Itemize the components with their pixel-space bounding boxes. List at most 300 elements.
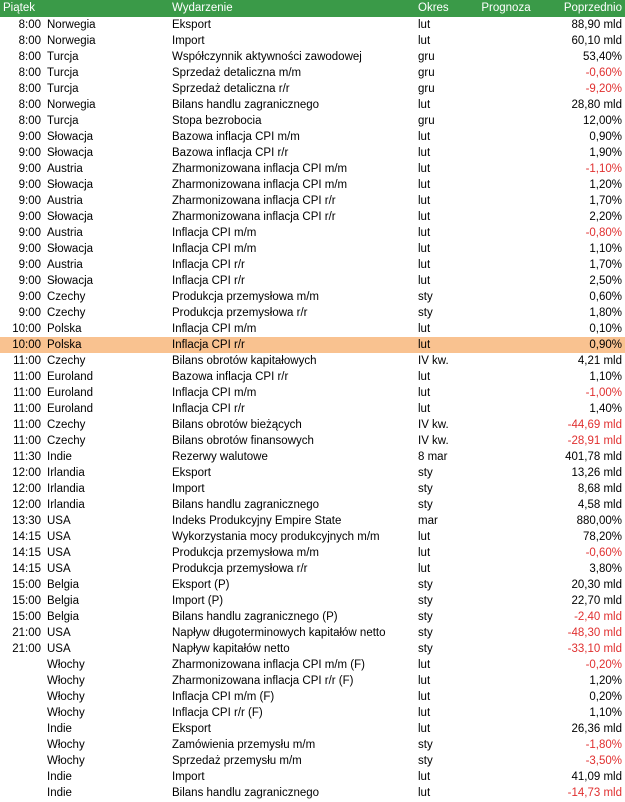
row-time: 9:00 [18, 131, 41, 143]
table-row [0, 417, 625, 433]
table-row [0, 17, 625, 33]
row-event: Inflacja CPI r/r [169, 337, 415, 353]
row-event: Zharmonizowana inflacja CPI r/r (F) [172, 675, 354, 687]
row-country: Słowacja [47, 243, 94, 255]
row-time: 9:00 [18, 307, 41, 319]
row-forecast [471, 97, 541, 113]
table-row [0, 193, 625, 209]
row-period: gru [418, 51, 435, 63]
row-time: 8:00 [18, 115, 41, 127]
row-event: Eksport [172, 467, 211, 479]
row-period: lut [418, 259, 431, 271]
row-previous: 401,78 mld [565, 451, 622, 463]
header-day: Piątek [3, 2, 35, 14]
row-forecast [471, 641, 541, 657]
table-row [0, 529, 625, 545]
row-time: 13:30 [12, 515, 41, 527]
row-time: 11:00 [13, 419, 41, 431]
table-row [0, 449, 625, 465]
row-previous: 8,68 mld [577, 483, 622, 495]
row-forecast [471, 273, 541, 289]
table-row [0, 225, 625, 241]
row-event: Napływ długoterminowych kapitałów netto [172, 627, 386, 639]
row-event: Inflacja CPI m/m [172, 227, 257, 239]
row-country: Włochy [47, 739, 85, 751]
table-row [0, 657, 625, 673]
row-event: Zamówienia przemysłu m/m [172, 739, 316, 751]
table-row [0, 641, 625, 657]
row-forecast [471, 657, 541, 673]
row-period: lut [418, 387, 431, 399]
row-period: lut [418, 195, 431, 207]
row-previous: 1,10% [589, 707, 622, 719]
table-row [0, 353, 625, 369]
row-time: 9:00 [18, 147, 41, 159]
table-row [0, 113, 625, 129]
row-period: lut [418, 131, 431, 143]
row-time: 9:00 [18, 275, 41, 287]
table-row [0, 609, 625, 625]
row-time [0, 785, 44, 801]
row-previous: 2,20% [589, 211, 622, 223]
row-event: Zharmonizowana inflacja CPI m/m (F) [172, 659, 365, 671]
row-country: Norwegia [47, 35, 96, 47]
row-period: mar [418, 515, 438, 527]
row-time: 11:00 [13, 435, 41, 447]
row-country: Norwegia [47, 99, 96, 111]
row-forecast [471, 353, 541, 369]
row-period: lut [418, 227, 431, 239]
row-time: 14:15 [12, 531, 41, 543]
row-country: Indie [47, 787, 72, 799]
row-forecast [471, 401, 541, 417]
row-forecast [471, 257, 541, 273]
row-period: gru [418, 83, 435, 95]
row-previous: 53,40% [582, 51, 622, 63]
row-country: Słowacja [47, 275, 94, 287]
row-time [0, 721, 44, 737]
row-previous: -28,91 mld [567, 435, 622, 447]
row-forecast [471, 705, 541, 721]
table-row [0, 481, 625, 497]
row-forecast [471, 769, 541, 785]
row-time: 9:00 [18, 227, 41, 239]
table-row [0, 721, 625, 737]
table-row [0, 65, 625, 81]
table-row [0, 81, 625, 97]
table-row [0, 737, 625, 753]
row-event: Import (P) [172, 595, 224, 607]
row-event: Produkcja przemysłowa m/m [172, 547, 319, 559]
row-forecast [471, 577, 541, 593]
table-row [0, 785, 625, 801]
row-event: Produkcja przemysłowa m/m [172, 291, 319, 303]
row-forecast [471, 545, 541, 561]
table-row [0, 257, 625, 273]
row-period: lut [418, 771, 431, 783]
row-event: Stopa bezrobocia [172, 115, 262, 127]
row-forecast [471, 289, 541, 305]
row-previous: 1,10% [589, 371, 622, 383]
row-country: USA [47, 547, 71, 559]
row-time: 21:00 [12, 643, 41, 655]
table-row [0, 49, 625, 65]
row-forecast [471, 481, 541, 497]
row-country: Słowacja [47, 211, 94, 223]
table-row [0, 673, 625, 689]
row-period: lut [418, 723, 431, 735]
row-country: Czechy [47, 355, 86, 367]
row-event: Inflacja CPI m/m [172, 323, 257, 335]
row-previous: 0,20% [589, 691, 622, 703]
row-time: 8:00 [18, 19, 41, 31]
row-period: sty [418, 755, 433, 767]
row-previous: -0,60% [585, 547, 622, 559]
row-time [0, 737, 44, 753]
row-previous: 60,10 mld [571, 35, 622, 47]
row-event: Eksport (P) [172, 579, 230, 591]
row-period: sty [418, 483, 433, 495]
header-forecast: Prognoza [481, 2, 531, 14]
row-previous: 1,20% [589, 179, 622, 191]
row-event: Import [172, 483, 205, 495]
row-country: Turcja [47, 83, 79, 95]
row-time [0, 753, 44, 769]
row-country: Belgia [47, 595, 79, 607]
row-time: 9:00 [18, 211, 41, 223]
row-time: 9:00 [18, 259, 41, 271]
row-event: Bazowa inflacja CPI r/r [172, 147, 289, 159]
row-event: Indeks Produkcyjny Empire State [172, 515, 342, 527]
row-previous: -1,10% [585, 163, 622, 175]
row-time: 14:15 [12, 563, 41, 575]
row-forecast [471, 465, 541, 481]
row-event: Rezerwy walutowe [172, 451, 268, 463]
row-period: lut [418, 563, 431, 575]
row-time: 21:00 [12, 627, 41, 639]
row-event: Eksport [172, 723, 211, 735]
table-row [0, 593, 625, 609]
row-time: 15:00 [12, 579, 41, 591]
header-event: Wydarzenie [172, 2, 233, 14]
row-country: Turcja [47, 115, 79, 127]
row-period: gru [418, 67, 435, 79]
row-time: 10:00 [0, 337, 44, 353]
row-period: lut [418, 403, 431, 415]
row-country: Euroland [47, 371, 94, 383]
row-forecast [471, 497, 541, 513]
table-body [0, 17, 625, 801]
row-forecast [471, 737, 541, 753]
row-previous: -14,73 mld [567, 787, 622, 799]
row-forecast [471, 145, 541, 161]
row-period: IV kw. [418, 419, 449, 431]
row-forecast [471, 673, 541, 689]
row-previous: 20,30 mld [571, 579, 622, 591]
row-country: Belgia [47, 579, 79, 591]
row-time: 15:00 [12, 611, 41, 623]
row-country: Czechy [47, 419, 86, 431]
row-time: 10:00 [12, 323, 41, 335]
row-country: Turcja [47, 67, 79, 79]
table-row [0, 97, 625, 113]
row-period: sty [418, 579, 433, 591]
row-forecast [471, 417, 541, 433]
row-period: lut [418, 163, 431, 175]
row-event: Inflacja CPI r/r [172, 403, 245, 415]
row-period: lut [418, 787, 431, 799]
table-row [0, 209, 625, 225]
row-previous: -2,40 mld [574, 611, 622, 623]
row-event: Sprzedaż detaliczna r/r [172, 83, 290, 95]
header-previous: Poprzednio [563, 2, 622, 14]
row-time: 9:00 [18, 179, 41, 191]
row-previous: 3,80% [589, 563, 622, 575]
row-event: Bilans obrotów bieżących [172, 419, 302, 431]
row-period: gru [418, 115, 435, 127]
row-event: Sprzedaż przemysłu m/m [172, 755, 302, 767]
table-row [0, 273, 625, 289]
row-country: USA [47, 627, 71, 639]
row-previous: 26,36 mld [571, 723, 622, 735]
row-previous: 78,20% [582, 531, 622, 543]
row-country: Austria [47, 163, 83, 175]
row-time: 11:30 [13, 451, 41, 463]
table-row [0, 337, 625, 353]
row-country: Indie [47, 723, 72, 735]
row-period: lut [415, 337, 471, 353]
row-forecast [471, 369, 541, 385]
row-country: Turcja [47, 51, 79, 63]
row-time: 9:00 [18, 163, 41, 175]
row-forecast [471, 689, 541, 705]
row-previous: 28,80 mld [571, 99, 622, 111]
table-row [0, 385, 625, 401]
row-country: Włochy [47, 755, 85, 767]
row-country: Indie [47, 771, 72, 783]
row-forecast [471, 513, 541, 529]
row-period: 8 mar [418, 451, 448, 463]
row-period: lut [418, 691, 431, 703]
row-previous: -44,69 mld [567, 419, 622, 431]
table-row [0, 705, 625, 721]
row-period: sty [418, 611, 433, 623]
table-row [0, 625, 625, 641]
row-event: Bazowa inflacja CPI r/r [172, 371, 289, 383]
row-forecast [471, 385, 541, 401]
row-time: 9:00 [18, 195, 41, 207]
row-time: 12:00 [12, 499, 41, 511]
row-event: Bilans handlu zagranicznego [172, 787, 320, 799]
row-previous: -0,80% [585, 227, 622, 239]
row-period: sty [418, 499, 433, 511]
row-event: Zharmonizowana inflacja CPI m/m [172, 163, 348, 175]
row-event: Zharmonizowana inflacja CPI m/m [172, 179, 348, 191]
row-country: Euroland [47, 387, 94, 399]
row-previous: 0,90% [589, 131, 622, 143]
row-period: lut [418, 659, 431, 671]
row-period: lut [418, 35, 431, 47]
row-forecast [471, 593, 541, 609]
row-time: 11:00 [13, 387, 41, 399]
row-previous: -1,00% [585, 387, 622, 399]
row-event: Napływ kapitałów netto [172, 643, 290, 655]
row-previous: 2,50% [589, 275, 622, 287]
row-country: Włochy [47, 659, 85, 671]
row-previous: -48,30 mld [567, 627, 622, 639]
row-country: Słowacja [47, 147, 94, 159]
row-time: 9:00 [18, 243, 41, 255]
header-period: Okres [418, 2, 449, 14]
row-country: Austria [47, 259, 83, 271]
table-row [0, 769, 625, 785]
row-time [0, 673, 44, 689]
row-event: Bilans obrotów finansowych [172, 435, 314, 447]
row-time: 11:00 [13, 371, 41, 383]
row-previous: 4,21 mld [577, 355, 622, 367]
row-forecast [471, 161, 541, 177]
row-event: Bazowa inflacja CPI m/m [172, 131, 300, 143]
table-row [0, 753, 625, 769]
row-time [0, 657, 44, 673]
row-forecast [471, 321, 541, 337]
row-country: Włochy [47, 707, 85, 719]
row-time: 8:00 [18, 35, 41, 47]
row-forecast [471, 609, 541, 625]
row-time: 8:00 [18, 67, 41, 79]
row-period: lut [418, 323, 431, 335]
row-event: Produkcja przemysłowa r/r [172, 563, 308, 575]
row-country: Włochy [47, 675, 85, 687]
row-country: Austria [47, 227, 83, 239]
row-time [0, 705, 44, 721]
row-previous: 1,70% [589, 259, 622, 271]
row-event: Wykorzystania mocy produkcyjnych m/m [172, 531, 380, 543]
row-country: Irlandia [47, 499, 85, 511]
row-period: lut [418, 675, 431, 687]
row-event: Produkcja przemysłowa r/r [172, 307, 308, 319]
row-forecast [471, 193, 541, 209]
table-row [0, 401, 625, 417]
row-event: Eksport [172, 19, 211, 31]
row-previous: -33,10 mld [567, 643, 622, 655]
row-previous: 1,10% [589, 243, 622, 255]
row-forecast [471, 241, 541, 257]
row-country: Polska [47, 323, 82, 335]
row-time: 8:00 [18, 51, 41, 63]
row-period: sty [418, 627, 433, 639]
row-previous: -0,20% [585, 659, 622, 671]
row-forecast [471, 129, 541, 145]
row-period: lut [418, 547, 431, 559]
table-row [0, 289, 625, 305]
row-country: Austria [47, 195, 83, 207]
table-row [0, 689, 625, 705]
table-row [0, 177, 625, 193]
row-event: Bilans handlu zagranicznego (P) [172, 611, 338, 623]
table-row [0, 497, 625, 513]
row-country: Czechy [47, 435, 86, 447]
row-event: Inflacja CPI r/r [172, 259, 245, 271]
row-forecast [471, 785, 541, 801]
row-event: Inflacja CPI m/m [172, 243, 257, 255]
row-country: Euroland [47, 403, 94, 415]
row-period: lut [418, 211, 431, 223]
row-period: lut [418, 179, 431, 191]
row-previous: -3,50% [585, 755, 622, 767]
row-period: lut [418, 531, 431, 543]
row-period: sty [418, 643, 433, 655]
row-period: sty [418, 739, 433, 751]
row-previous: 880,00% [576, 515, 622, 527]
row-event: Inflacja CPI r/r [172, 275, 245, 287]
row-event: Bilans handlu zagranicznego [172, 499, 320, 511]
row-forecast [471, 625, 541, 641]
row-country: Czechy [47, 307, 86, 319]
row-period: lut [418, 99, 431, 111]
row-previous: 0,90% [541, 337, 625, 353]
table-row [0, 465, 625, 481]
row-country: Indie [47, 451, 72, 463]
table-row [0, 577, 625, 593]
table-row [0, 241, 625, 257]
row-country: Słowacja [47, 131, 94, 143]
row-previous: 88,90 mld [571, 19, 622, 31]
row-time: 12:00 [12, 467, 41, 479]
row-country: Słowacja [47, 179, 94, 191]
row-previous: 0,10% [589, 323, 622, 335]
row-forecast [471, 529, 541, 545]
row-country: Norwegia [47, 19, 96, 31]
row-period: sty [418, 307, 433, 319]
row-country: Polska [44, 337, 169, 353]
row-period: sty [418, 595, 433, 607]
row-previous: -9,20% [585, 83, 622, 95]
row-previous: 22,70 mld [571, 595, 622, 607]
row-previous: 1,90% [589, 147, 622, 159]
row-forecast [471, 433, 541, 449]
row-event: Współczynnik aktywności zawodowej [172, 51, 362, 63]
row-forecast [471, 17, 541, 33]
row-time [0, 689, 44, 705]
row-time: 11:00 [13, 403, 41, 415]
table-row [0, 369, 625, 385]
row-event: Zharmonizowana inflacja CPI r/r [172, 211, 336, 223]
row-country: Belgia [47, 611, 79, 623]
row-period: IV kw. [418, 355, 449, 367]
row-previous: 12,00% [582, 115, 622, 127]
row-event: Inflacja CPI r/r (F) [172, 707, 263, 719]
row-country: Irlandia [47, 483, 85, 495]
table-row [0, 561, 625, 577]
row-period: lut [418, 275, 431, 287]
table-row [0, 305, 625, 321]
row-time: 9:00 [18, 291, 41, 303]
table-row [0, 33, 625, 49]
row-previous: 13,26 mld [571, 467, 622, 479]
row-period: sty [418, 467, 433, 479]
row-event: Bilans handlu zagranicznego [172, 99, 320, 111]
row-event: Inflacja CPI m/m (F) [172, 691, 275, 703]
row-country: USA [47, 515, 71, 527]
table-row [0, 545, 625, 561]
row-previous: -0,60% [585, 67, 622, 79]
row-event: Zharmonizowana inflacja CPI r/r [172, 195, 336, 207]
table-row [0, 129, 625, 145]
table-row [0, 433, 625, 449]
row-forecast [471, 305, 541, 321]
row-country: USA [47, 531, 71, 543]
